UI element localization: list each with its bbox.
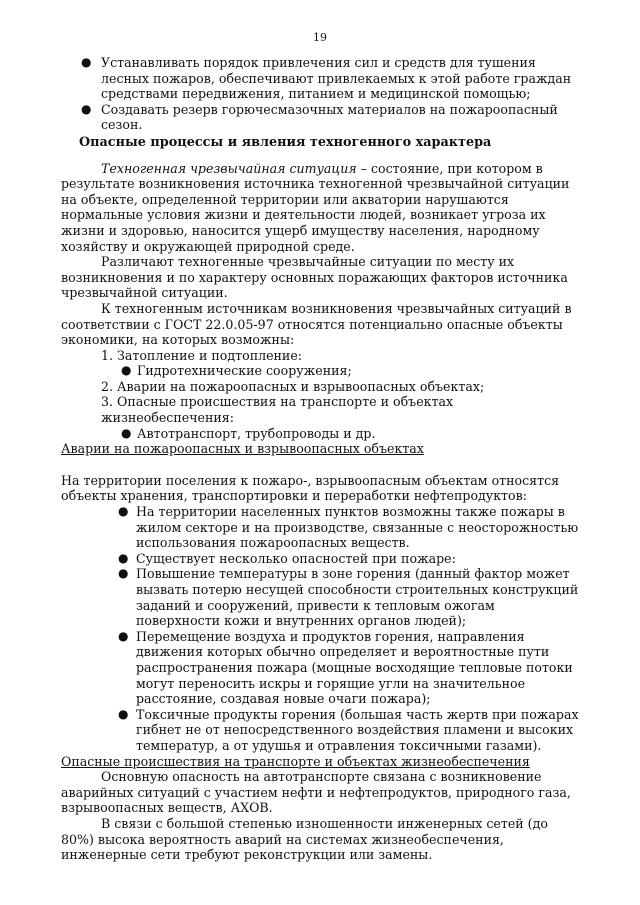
bullet-item <box>61 102 581 133</box>
subsection-title-fire: Аварии на пожароопасных и взрывоопасных объектах <box>61 441 424 457</box>
paragraph-fire-objects: На территории поселения к пожаро-, взрывоопасным объектам относятся объекты хранения, транспортировки и переработки нефтепродуктов: <box>61 472 560 504</box>
paragraph-definition <box>61 161 581 255</box>
page-number: 19 <box>313 31 327 44</box>
paragraph-transport: Основную опасность на автотранспорте связана с возникновение аварийных ситуаций с участием нефти и нефтепродуктов, природного газа, взрывоопасных веществ, АХОВ. <box>61 769 571 816</box>
bullet-icon: ● <box>81 55 92 69</box>
sub-bullet-item <box>61 363 581 379</box>
paragraph-sources: К техногенным источникам возникновения чрезвычайных ситуаций в соответствии с ГОСТ 22.0.05-97 относятся потенциально опасные объекты экономики, на которых возможны: <box>61 300 572 348</box>
numbered-item: 1. Затопление и подтопление: <box>101 347 303 363</box>
sub-bullet-text: Автотранспорт, трубопроводы и др. <box>137 425 376 441</box>
bullet-text: Существует несколько опасностей при пожаре: <box>136 550 456 566</box>
bullet-item <box>61 629 581 707</box>
sub-bullet-item <box>61 426 581 442</box>
paragraph-networks: В связи с большой степенью изношенности инженерных сетей (до 80%) высока вероятность аварий на системах жизнеобеспечения, инженерные сети требуют реконструкции или замены. <box>61 815 548 863</box>
bullet-text: Токсичные продукты горения (большая часть жертв при пожарах гибнет не от непосредственного воздействия пламени и высоких температур, а от удушья и отравления токсичными газами). <box>136 706 579 753</box>
bullet-icon: ● <box>118 504 129 519</box>
bullet-text: Создавать резерв горючесмазочных материалов на пожароопасный сезон. <box>101 101 558 133</box>
bullet-item <box>61 504 581 551</box>
bullet-icon: ● <box>118 566 129 581</box>
bullet-text: Повышение температуры в зоне горения (данный фактор может вызвать потерю несущей способности строительных конструкций заданий и сооружений, привести к тепловым ожогам поверхности кожи и внутренних органов людей); <box>136 566 579 629</box>
bullet-text: На территории населенных пунктов возможны также пожары в жилом секторе и на производстве, связанные с неосторожностью использования пожароопасных веществ. <box>136 504 579 551</box>
bullet-text: Устанавливать порядок привлечения сил и средств для тушения лесных пожаров, обеспечивают привлекаемых к этой работе граждан средствами передвижения, питанием и медицинской помощью; <box>101 55 572 102</box>
bullet-item <box>61 707 581 754</box>
bullet-icon: ● <box>121 425 132 440</box>
page-body <box>61 55 581 863</box>
numbered-item: 3. Опасные происшествия на транспорте и объектах жизнеобеспечения: <box>101 394 454 426</box>
bullet-item <box>61 551 581 567</box>
paragraph-classification: Различают техногенные чрезвычайные ситуации по месту их возникновения и по характеру основных поражающих факторов источника чрезвычайной ситуации. <box>61 254 568 301</box>
bullet-icon: ● <box>81 101 92 116</box>
term: Техногенная чрезвычайная ситуация <box>101 160 357 176</box>
subsection-title-transport: Опасные происшествия на транспорте и объектах жизнеобеспечения <box>61 753 530 769</box>
bullet-item <box>61 55 581 102</box>
definition-text: – состояние, при котором в результате возникновения источника техногенной чрезвычайной ситуации на объекте, определенной территории или акватории нарушаются нормальные условия жизни и деятельности людей, возникает угроза их жизни и здоровью, наносится ущерб имуществу населения, народному хозяйству и окружающей природной среде. <box>61 160 570 254</box>
bullet-icon: ● <box>121 363 132 378</box>
numbered-item: 2. Аварии на пожароопасных и взрывоопасных объектах; <box>101 378 485 394</box>
sub-bullet-text: Гидротехнические сооружения; <box>137 363 352 379</box>
bullet-text: Перемещение воздуха и продуктов горения, направления движения которых обычно определяет и вероятностные пути распространения пожара (мощные восходящие тепловые потоки могут переносить искры и горящие угли на значительное расстояние, создавая новые очаги пожара); <box>136 628 573 707</box>
bullet-icon: ● <box>118 550 129 565</box>
bullet-icon: ● <box>118 628 129 643</box>
bullet-item <box>61 566 581 628</box>
section-heading: Опасные процессы и явления техногенного характера <box>79 134 492 150</box>
bullet-icon: ● <box>118 706 129 721</box>
